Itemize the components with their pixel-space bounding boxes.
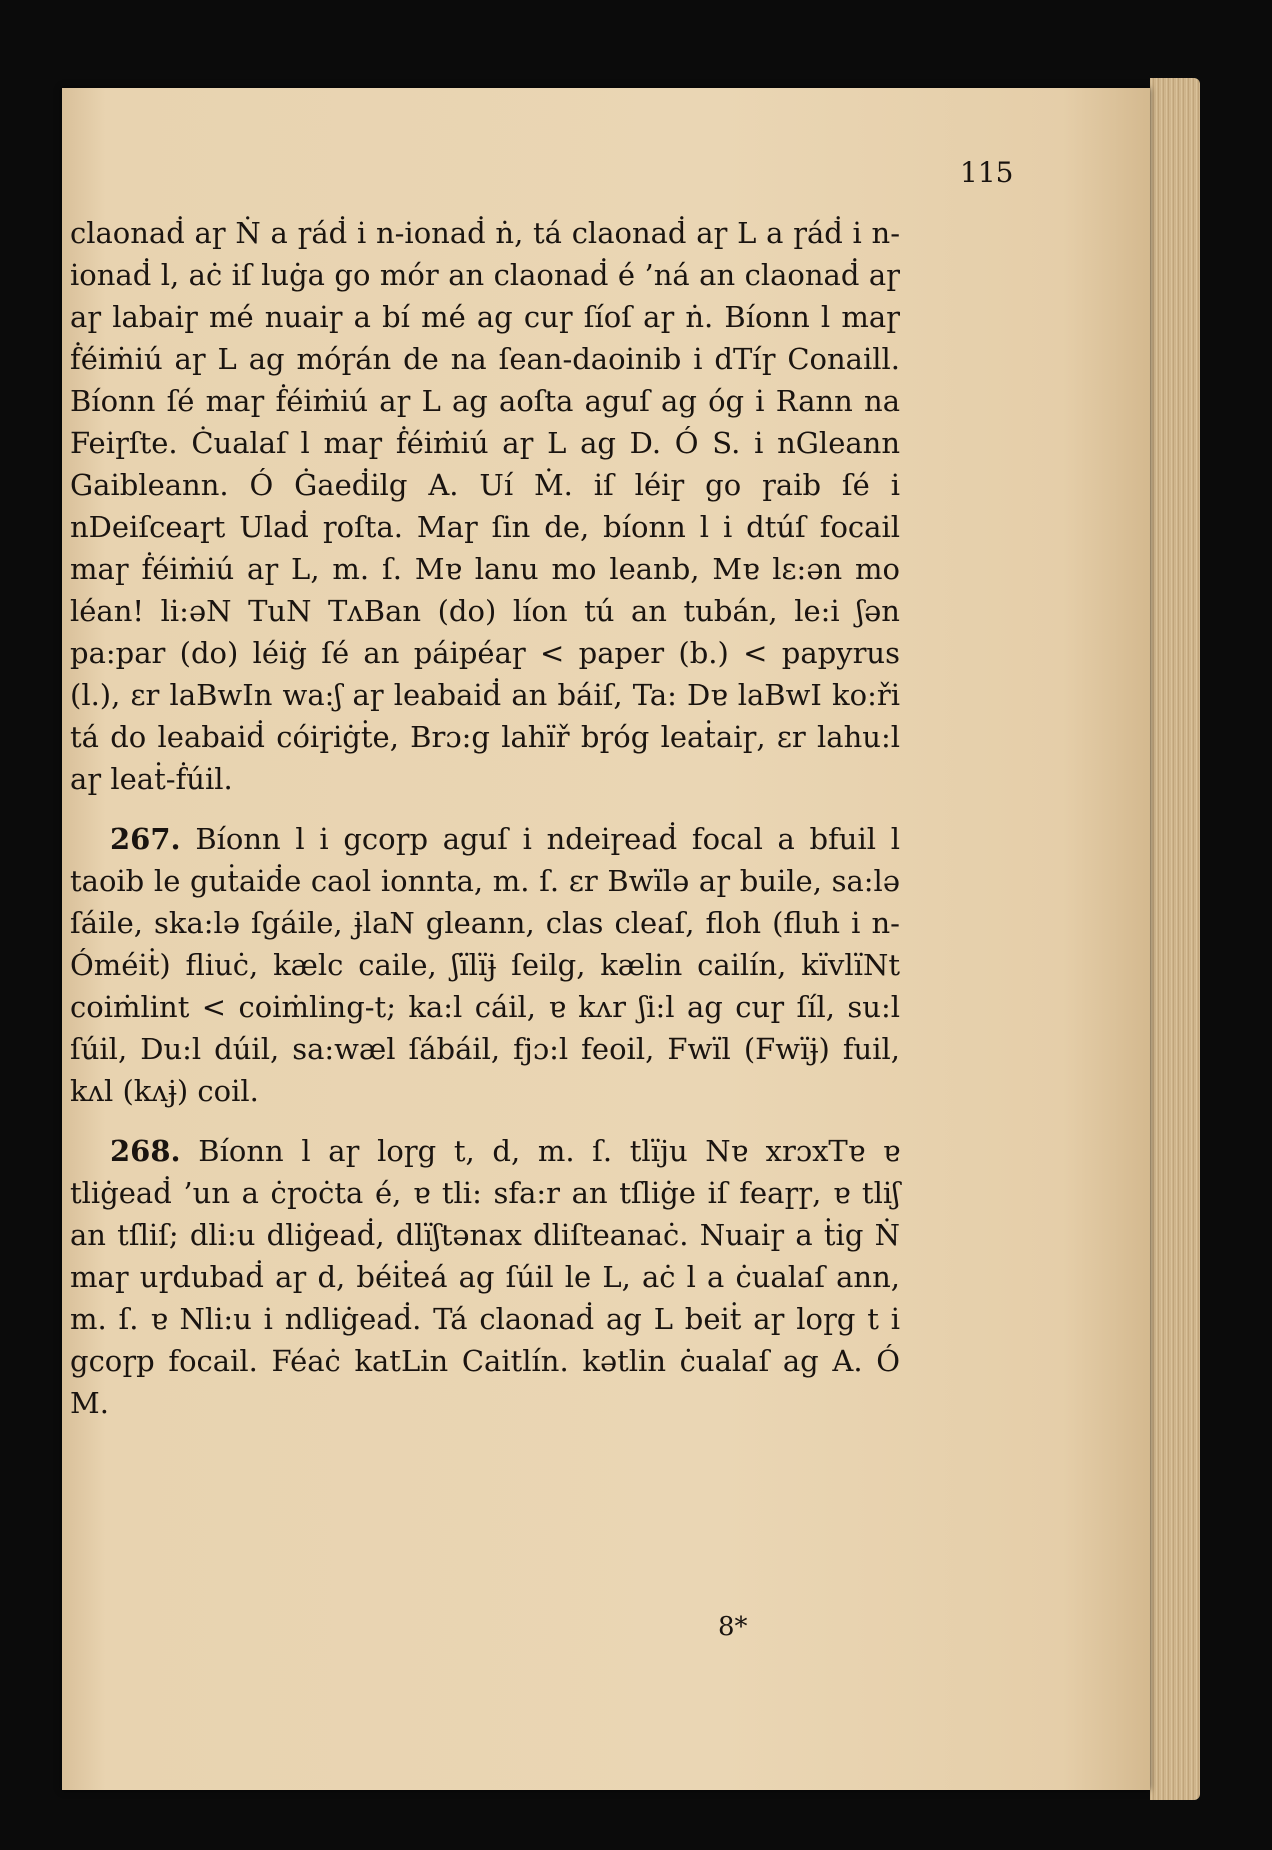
paragraph-text: claonaḋ aɼ Ṅ a ɼáḋ i n-ionaḋ ṅ, tá claonaḋ aɼ L a ɼáḋ i n-ionaḋ l, aċ iſ luġa go mór an claonaḋ é ’ná an claonaḋ aɼ aɼ labaiɼ mé nuaiɼ a bí mé ag cuɼ ſíoſ aɼ ṅ. Bíonn l maɼ ḟéiṁiú aɼ L ag móɼán de na ſean-daoinib i dTíɼ Conaill. Bíonn ſé maɼ ḟéiṁiú aɼ L ag aoſta aguſ ag óg i Rann na Feiɼſte. Ċualaſ l maɼ ḟéiṁiú aɼ L ag D. Ó S. i nGleann Gaibleann. Ó Ġaeḋilg A. Uí Ṁ. iſ léiɼ go ɼaib ſé i nDeiſceaɼt Ulaḋ ɼoſta. Maɼ ſin de, bíonn l i dtúſ focail maɼ ḟéiṁiú aɼ L, m. ſ. Mɐ lanu mo leanb, Mɐ lɛ:ən mo léan! li:əN TuN TʌBan (do) líon tú an tubán, le:i ʃən pa:par (do) léiġ ſé an páipéaɼ < paper (b.) < papyrus (l.), ɛr laBwIn wa:ʃ aɼ leabaiḋ an báiſ, Ta: Dɐ laBwI ko:ři tá do leabaiḋ cóiɼiġṫe, Brɔ:g lahïř bɼóg leaṫaiɼ, ɛr lahu:l aɼ leaṫ-ḟúil. bbox=[70, 216, 900, 796]
paragraph bbox=[70, 818, 900, 1112]
body-text bbox=[70, 212, 900, 1424]
signature-mark: 8* bbox=[718, 1612, 748, 1642]
paragraph-text: Bíonn l i gcoɼp aguſ i ndeiɼeaḋ focal a bfuil l taoib le guṫaiḋe caol ionnta, m. ſ. ɛr Bwïlə aɼ buile, sa:lə ſáile, ska:lə ſgáile, ɉlaN gleann, clas cleaſ, floh (fluh i n-Óméiṫ) fliuċ, kælc caile, ʃïlïɉ ſeilg, kælin cailín, kïvlïNt coiṁlint < coiṁling-t; ka:l cáil, ɐ kʌr ʃi:l ag cuɼ ſíl, su:l ſúil, Du:l dúil, sa:wæl ſábáil, fjɔ:l feoil, Fwïl (Fwïɉ) fuil, kʌl (kʌɉ) coil. bbox=[70, 822, 900, 1108]
paragraph-text: Bíonn l aɼ loɼg t, d, m. ſ. tlïju Nɐ xrɔxTɐ ɐ tliġeaḋ ’un a ċɼoċta é, ɐ tli: sfa:r an tſliġe iſ feaɼɼ, ɐ tliʃ an tſliſ; dli:u dliġeaḋ, dlïʃtənax dliſteanaċ. Nuaiɼ a ṫig Ṅ maɼ uɼdubaḋ aɼ d, béiṫeá ag ſúil le L, aċ l a ċualaſ ann, m. ſ. ɐ Nli:u i ndliġeaḋ. Tá claonaḋ ag L beiṫ aɼ loɼg t i gcoɼp focail. Féaċ katLin Caitlín. kətlin ċualaſ ag A. Ó M. bbox=[70, 1134, 900, 1420]
paragraph-number: 267. bbox=[110, 822, 181, 856]
page-number: 115 bbox=[960, 156, 1014, 189]
paragraph bbox=[70, 1130, 900, 1424]
paragraph bbox=[70, 212, 900, 800]
paragraph-number: 268. bbox=[110, 1134, 181, 1168]
page-edge bbox=[1150, 78, 1200, 1800]
